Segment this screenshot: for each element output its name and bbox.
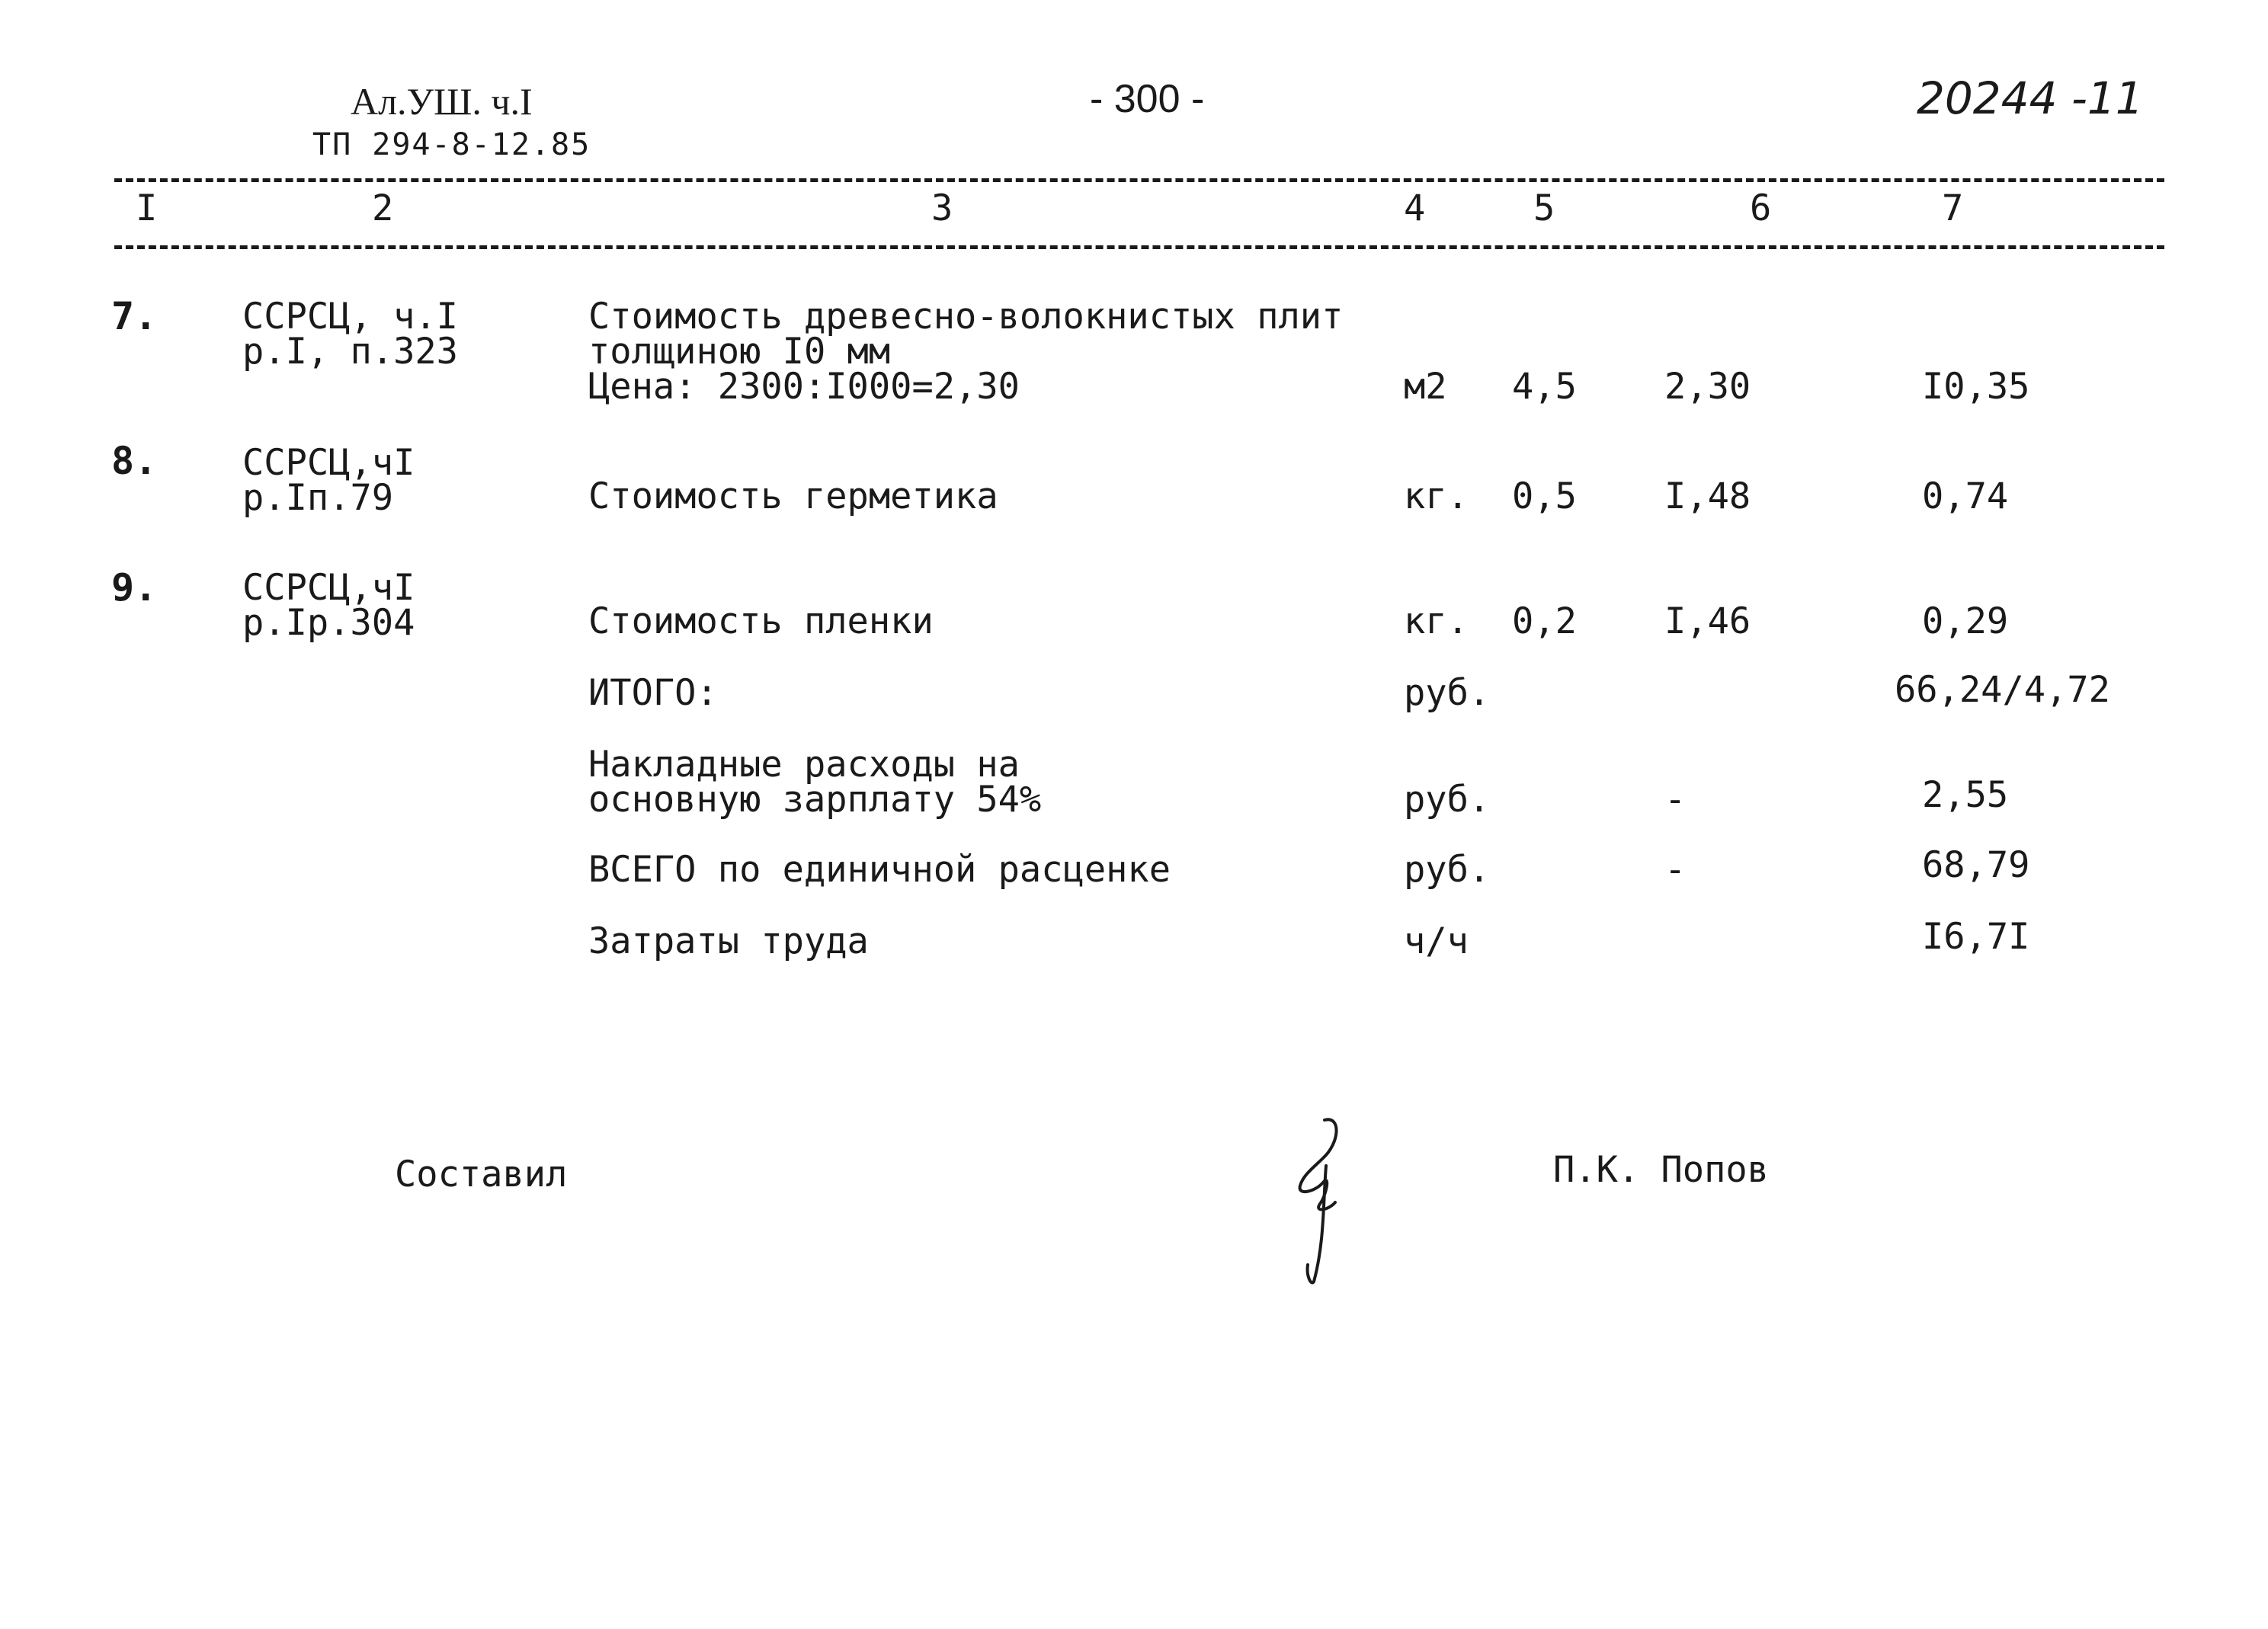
unit-price: 2,30 xyxy=(1664,366,1751,408)
col-header-7: 7 xyxy=(1942,187,1964,229)
col-header-1: I xyxy=(136,187,158,229)
price-source-ref: р.I, п.323 xyxy=(242,331,458,373)
total: 68,79 xyxy=(1922,844,2030,886)
quantity: 0,2 xyxy=(1512,600,1577,642)
total: 66,24/4,72 xyxy=(1895,669,2110,711)
unit: кг. xyxy=(1404,600,1469,642)
col-header-5: 5 xyxy=(1533,187,1555,229)
total: 0,74 xyxy=(1922,475,2009,517)
page-number: - 300 - xyxy=(1090,77,1205,121)
total: 0,29 xyxy=(1922,600,2009,642)
unit: руб. xyxy=(1404,779,1491,821)
total: I6,7I xyxy=(1922,916,2030,958)
quantity: 0,5 xyxy=(1512,475,1577,517)
col-header-6: 6 xyxy=(1750,187,1772,229)
unit: руб. xyxy=(1404,849,1491,891)
item-description: Стоимость пленки xyxy=(588,600,934,642)
archive-number: 20244 -11 xyxy=(1917,72,2144,124)
total: I0,35 xyxy=(1922,366,2030,408)
unit: руб. xyxy=(1404,672,1491,714)
price-source: ССРСЦ,чI xyxy=(242,567,415,609)
price-source-ref: р.Iр.304 xyxy=(242,602,415,644)
col-header-3: 3 xyxy=(931,187,953,229)
summary-label-2: основную зарплату 54% xyxy=(588,779,1042,821)
quantity: 4,5 xyxy=(1512,366,1577,408)
col-header-2: 2 xyxy=(372,187,394,229)
project-code: ТП 294-8-12.85 xyxy=(312,127,591,162)
compiled-by-label: Составил xyxy=(395,1154,568,1195)
price-source-ref: р.Iп.79 xyxy=(242,477,394,519)
price-source: ССРСЦ,чI xyxy=(242,442,415,484)
row-number: 9. xyxy=(111,565,158,610)
item-description: Стоимость древесно-волокнистых плит xyxy=(588,296,1344,338)
compiler-name: П.К. Попов xyxy=(1553,1149,1769,1191)
item-price-note: Цена: 2300:I000=2,30 xyxy=(588,366,1020,408)
summary-dash: - xyxy=(1664,779,1687,821)
header-rule xyxy=(114,245,2164,249)
price-source: ССРСЦ, ч.I xyxy=(242,296,458,338)
unit: м2 xyxy=(1404,366,1447,408)
unit: ч/ч xyxy=(1404,920,1469,962)
top-rule xyxy=(114,178,2164,182)
summary-label: Затраты труда xyxy=(588,920,869,962)
signature xyxy=(1280,1112,1364,1288)
summary-label: Накладные расходы на xyxy=(588,744,1020,786)
unit: кг. xyxy=(1404,475,1469,517)
row-number: 8. xyxy=(111,439,158,483)
unit-price: I,46 xyxy=(1664,600,1751,642)
summary-label: ВСЕГО по единичной расценке xyxy=(588,849,1171,891)
summary-dash: - xyxy=(1664,849,1687,891)
row-number: 7. xyxy=(111,294,158,338)
item-description-2: толщиною I0 мм xyxy=(588,331,891,373)
unit-price: I,48 xyxy=(1664,475,1751,517)
item-description: Стоимость герметика xyxy=(588,475,998,517)
album-label: Ал.УШ. ч.I xyxy=(351,80,533,123)
col-header-4: 4 xyxy=(1404,187,1426,229)
total: 2,55 xyxy=(1922,774,2009,816)
summary-label: ИТОГО: xyxy=(588,672,718,714)
